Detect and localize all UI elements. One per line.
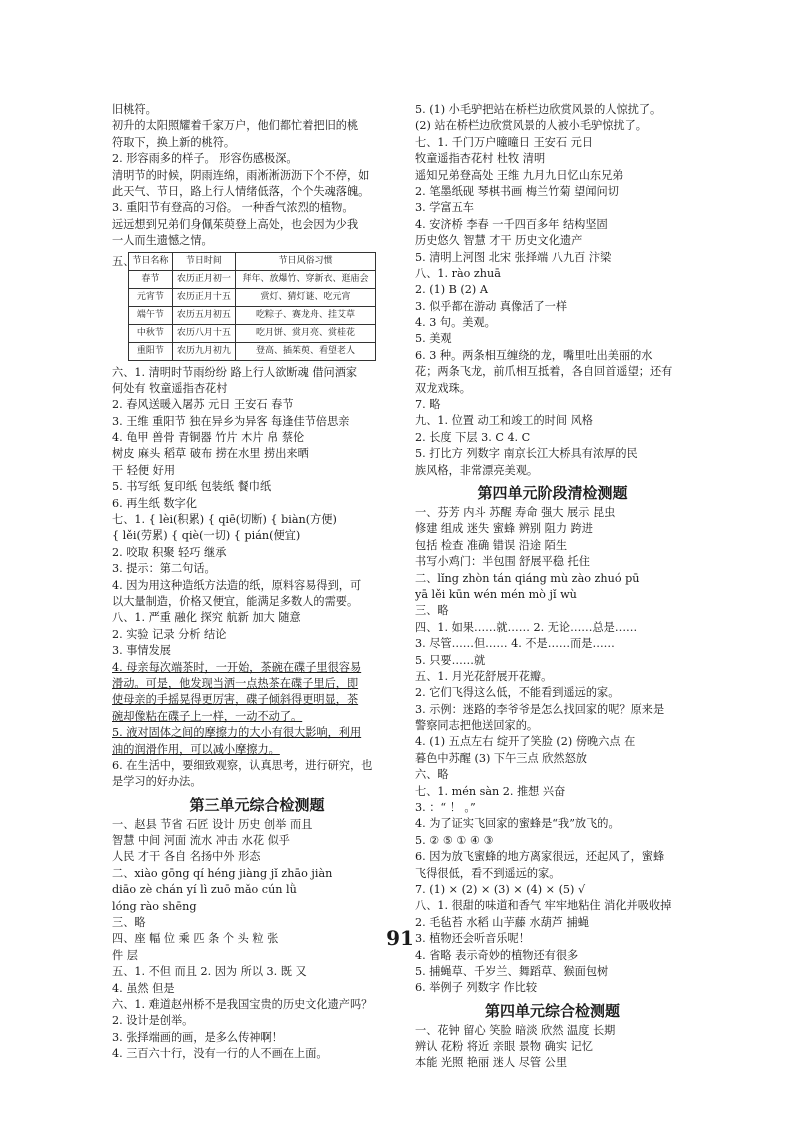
answer-line: 八、1. 很甜的味道和香气 牢牢地粘住 消化并吸收掉: [415, 899, 672, 913]
answer-line: 牧童遥指杏花村 杜牧 清明: [415, 152, 546, 166]
answer-line: 辨认 花粉 将近 亲眼 景物 确实 记忆: [415, 1040, 593, 1054]
table-header-cell: 节日名称: [129, 252, 173, 270]
answer-line: 4. 龟甲 兽骨 青铜器 竹片 木片 帛 蔡伦: [112, 431, 305, 445]
answer-line: 修建 组成 迷失 蜜蜂 辨别 阻力 跨进: [415, 522, 593, 536]
answer-line: 3. 重阳节有登高的习俗。 一种香气浓烈的植物。: [112, 201, 354, 215]
answer-line: 4. 虽然 但是: [112, 981, 175, 995]
right-block-1: [415, 102, 690, 479]
answer-line: 七、1. mén sàn 2. 推想 兴奋: [415, 784, 566, 798]
answer-line: 何处有 牧童遥指杏花村: [112, 381, 228, 395]
answer-line: 4. 三百六十行，没有一行的人不画在上面。: [112, 1047, 328, 1061]
answer-line: 遥知兄弟登高处 王维 九月九日忆山东兄弟: [415, 168, 624, 182]
answer-line: 九、1. 位置 动工和竣工的时间 风格: [415, 414, 593, 428]
answer-line: 警察同志把他送回家的。: [415, 719, 539, 733]
answer-line: (2) 站在桥栏边欣赏风景的人被小毛驴惊扰了。: [415, 119, 647, 133]
answer-line: 一、芬芳 内斗 苏醒 寿命 强大 展示 昆虫: [415, 505, 616, 519]
answer-line: 5. 只要……就: [415, 653, 486, 667]
table-header-cell: 节日时间: [172, 252, 235, 270]
answer-line: yā lěi kūn wén mén mò jǐ wù: [415, 587, 577, 601]
answer-line: 族风格，非常漂亮美观。: [415, 463, 539, 477]
answer-line: 滑动。可是，他发现当洒一点热茶在碟子里后，即: [112, 676, 359, 690]
answer-line: 3. 尽管……但…… 4. 不是……而是……: [415, 637, 615, 651]
answer-line: 干 轻便 好用: [112, 463, 176, 477]
answer-line: 4. 为了证实飞回家的蜜蜂是“我”放飞的。: [415, 817, 620, 831]
table-row: [129, 324, 376, 342]
answer-line: 件 层: [112, 948, 138, 962]
table-cell: 重阳节: [129, 342, 173, 360]
answer-line: 智慧 中间 河面 流水 冲击 水花 似乎: [112, 834, 290, 848]
answer-line: 四、座 幅 位 乘 匹 条 个 头 粒 张: [112, 932, 279, 946]
table-cell: 元宵节: [129, 288, 173, 306]
answer-line: { lěi(劳累) { qiè(一切) { pián(便宜): [112, 529, 301, 543]
answer-line: 此天气、节日，路上行人情绪低落，个个失魂落魄。: [112, 184, 370, 198]
answer-line: 6. 举例子 列数字 作比较: [415, 981, 538, 995]
table-cell: 拜年、放爆竹、穿新衣、逛庙会: [235, 270, 375, 288]
answer-line: 3. 王维 重阳节 独在异乡为异客 每逢佳节倍思亲: [112, 414, 350, 428]
answer-line: 4. 因为用这种造纸方法造的纸，原料容易得到，可: [112, 578, 362, 592]
table-cell: 中秋节: [129, 324, 173, 342]
answer-line: 六、1. 难道赵州桥不是我国宝贵的历史文化遗产吗？: [112, 997, 373, 1011]
answer-line: 七、1. 千门万户曈曈日 王安石 元日: [415, 135, 593, 149]
left-column: [112, 102, 402, 1063]
answer-line: 4. 省略 表示奇妙的植物还有很多: [415, 948, 579, 962]
left-block-2: [112, 365, 402, 660]
answer-line: 4. (1) 五点左右 绽开了笑脸 (2) 傍晚六点 在: [415, 735, 636, 749]
table-row: [129, 306, 376, 324]
answer-line: 人民 才干 各自 名扬中外 形态: [112, 850, 261, 864]
page-number: 91: [386, 926, 414, 950]
answer-line: 2. 实验 记录 分析 结论: [112, 627, 227, 641]
table-cell: 农历正月初一: [172, 270, 235, 288]
table-row: [129, 270, 376, 288]
answer-line: 6. 因为放飞蜜蜂的地方离家很远，还起风了，蜜蜂: [415, 850, 665, 864]
answer-line: 7. 略: [415, 398, 441, 412]
answer-line: 五、1. 月光花舒展开花瓣。: [415, 669, 553, 683]
answer-line: 油的润滑作用，可以减小摩擦力。: [112, 742, 280, 756]
answer-line: 树皮 麻头 稻草 破布 捞在水里 捞出来晒: [112, 447, 309, 461]
section-title-unit3: 第三单元综合检测题: [189, 795, 325, 814]
answer-line: 二、xiào gōng qí héng jiàng jǐ zhāo jiàn: [112, 866, 333, 880]
answer-line: 五、1. 不但 而且 2. 因为 所以 3. 既 又: [112, 965, 307, 979]
answer-line: lóng rào shēng: [112, 899, 197, 913]
left-block-3: [112, 758, 402, 791]
answer-line: 5. 清明上河图 北宋 张择端 八九百 汴梁: [415, 250, 612, 264]
answer-line: 3. 事情发展: [112, 644, 171, 658]
answer-line: 暮色中苏醒 (3) 下午三点 欣然怒放: [415, 751, 587, 765]
answer-line: 八、1. 严重 融化 探究 航新 加大 随意: [112, 611, 301, 625]
answer-line: 2. 设计是创举。: [112, 1014, 194, 1028]
table-cell: 农历九月初九: [172, 342, 235, 360]
table-question-number: 五、: [112, 254, 135, 268]
answer-line: 2. 笔墨纸砚 琴棋书画 梅兰竹菊 望闻问切: [415, 184, 619, 198]
table-cell: 农历八月十五: [172, 324, 235, 342]
answer-line: 清明节的时候，阴雨连绵，雨淅淅沥沥下个不停，如: [112, 168, 370, 182]
right-block-2: [415, 505, 690, 997]
answer-line: 三、略: [112, 916, 146, 930]
left-underlined-answers: [112, 660, 402, 758]
table-header-row: [129, 252, 376, 270]
table-cell: 农历正月十五: [172, 288, 235, 306]
answer-line: 4. 3 句。美观。: [415, 316, 496, 330]
answer-line: 书写小鸡门：半包围 舒展平稳 托住: [415, 555, 590, 569]
answer-line: 6. 再生纸 数字化: [112, 496, 197, 510]
answer-line: 7. (1) × (2) × (3) × (4) × (5) √: [415, 882, 586, 896]
section-title-unit4-comprehensive: 第四单元综合检测题: [484, 1001, 620, 1020]
answer-line: 包括 检查 准确 错误 沿途 陌生: [415, 538, 568, 552]
answer-line: 碗却像粘在碟子上一样，一动不动了。: [112, 709, 303, 723]
answer-line: 远远想到兄弟们身佩茱萸登上高处，也会因为少我: [112, 217, 359, 231]
answer-line: 二、lǐng zhòn tán qiáng mù zào zhuó pū: [415, 571, 640, 585]
left-block-1: [112, 102, 402, 250]
answer-line: 5. (1) 小毛驴把站在桥栏边欣赏风景的人惊扰了。: [415, 103, 662, 116]
answer-line: 6. 3 种。两条相互缠绕的龙，嘴里吐出美丽的水: [415, 348, 653, 362]
answer-line: 2. (1) B (2) A: [415, 283, 488, 297]
answer-line: 4. 母亲每次端茶时，一开始，茶碗在碟子里很容易: [112, 660, 362, 674]
answer-line: 5. 书写纸 复印纸 包装纸 餐巾纸: [112, 480, 272, 494]
answer-line: 3. ：“ ！ 。”: [415, 801, 476, 815]
answer-line: 八、1. rào zhuā: [415, 266, 501, 280]
answer-line: 一、赵县 节省 石匠 设计 历史 创举 而且: [112, 817, 313, 831]
answer-line: 2. 咬取 积聚 轻巧 继承: [112, 545, 227, 559]
answer-line: 2. 春风送暖入屠苏 元日 王安石 春节: [112, 398, 294, 412]
answer-line: 是学习的好办法。: [112, 775, 202, 789]
answer-line: 旧桃符。: [112, 103, 157, 116]
answer-line: 3. 学富五车: [415, 201, 474, 215]
answer-line: 花；两条飞龙，前爪相互抵着，各自回首遥望；还有: [415, 365, 673, 379]
answer-line: 四、1. 如果……就…… 2. 无论……总是……: [415, 620, 638, 634]
answer-line: 2. 它们飞得这么低，不能看到遥远的家。: [415, 686, 620, 700]
answer-line: 七、1. { lèi(积累) { qiē(切断) { biàn(方便): [112, 513, 337, 527]
answer-line: 三、略: [415, 604, 449, 618]
answer-line: 5. 打比方 列数字 南京长江大桥具有浓厚的民: [415, 447, 638, 461]
section-title-unit4-stage: 第四单元阶段清检测题: [477, 483, 628, 502]
answer-line: 使母亲的手摇晃得更厉害，碟子倾斜得更明显，茶: [112, 693, 359, 707]
right-block-3: [415, 1023, 690, 1072]
festival-table: [128, 252, 376, 361]
answer-line: 2. 毛毡苔 水稻 山芋藤 水葫芦 捕蝇: [415, 915, 589, 929]
answer-line: 3. 提示：第二句话。: [112, 562, 216, 576]
answer-line: 一、花钟 留心 笑脸 暗淡 欣然 温度 长期: [415, 1023, 616, 1037]
answer-line: 六、略: [415, 768, 449, 782]
answer-line: 一人而生遗憾之情。: [112, 234, 213, 248]
answer-line: 本能 光照 艳丽 迷人 尽管 公里: [415, 1056, 568, 1070]
answer-line: 3. 似乎都在游动 真像活了一样: [415, 299, 568, 313]
answer-line: 双龙戏珠。: [415, 381, 471, 395]
answer-line: 以大量制造，价格又便宜，能满足多数人的需要。: [112, 594, 359, 608]
answer-line: 符取下，换上新的桃符。: [112, 135, 236, 149]
answer-line: 初升的太阳照耀着千家万户，他们都忙着把旧的桃: [112, 119, 359, 133]
answer-line: 4. 安济桥 李春 一千四百多年 结构坚固: [415, 217, 608, 231]
answer-line: 5. ② ⑤ ① ④ ③: [415, 833, 494, 847]
table-row: [129, 288, 376, 306]
table-cell: 农历五月初五: [172, 306, 235, 324]
answer-line: 5. 捕蝇草、千岁兰、舞蹈草、猴面包树: [415, 964, 609, 978]
answer-line: 2. 形容雨多的样子。 形容伤感极深。: [112, 152, 298, 166]
table-cell: 春节: [129, 270, 173, 288]
table-header-cell: 节日风俗习惯: [235, 252, 375, 270]
answer-line: 飞得很低，看不到遥远的家。: [415, 866, 561, 880]
table-cell: 赏灯、猜灯谜、吃元宵: [235, 288, 375, 306]
answer-line: 5. 美观: [415, 332, 452, 346]
answer-line: 3. 示例：迷路的李爷爷是怎么找回家的呢？原来是: [415, 702, 665, 716]
answer-line: 3. 植物还会听音乐呢！: [415, 932, 530, 946]
answer-line: 3. 张择端画的画，是多么传神啊！: [112, 1030, 283, 1044]
table-cell: 端午节: [129, 306, 173, 324]
table-cell: 登高、插茱萸、看望老人: [235, 342, 375, 360]
answer-line: 六、1. 清明时节雨纷纷 路上行人欲断魂 借问酒家: [112, 365, 358, 379]
table-cell: 吃粽子、赛龙舟、挂艾草: [235, 306, 375, 324]
answer-line: 2. 长度 下层 3. C 4. C: [415, 430, 531, 444]
answer-line: 5. 液对固体之间的摩擦力的大小有很大影响，利用: [112, 726, 362, 740]
table-body: [129, 270, 376, 360]
festival-table-section: [112, 252, 402, 361]
table-cell: 吃月饼、赏月亮、赏桂花: [235, 324, 375, 342]
answer-line: 6. 在生活中，要细致观察，认真思考，进行研究，也: [112, 758, 373, 772]
answer-line: diāo zè chán yí lì zuō mǎo cún lǜ: [112, 883, 297, 897]
answer-line: 历史悠久 智慧 才干 历史文化遗产: [415, 234, 583, 248]
table-row: [129, 342, 376, 360]
